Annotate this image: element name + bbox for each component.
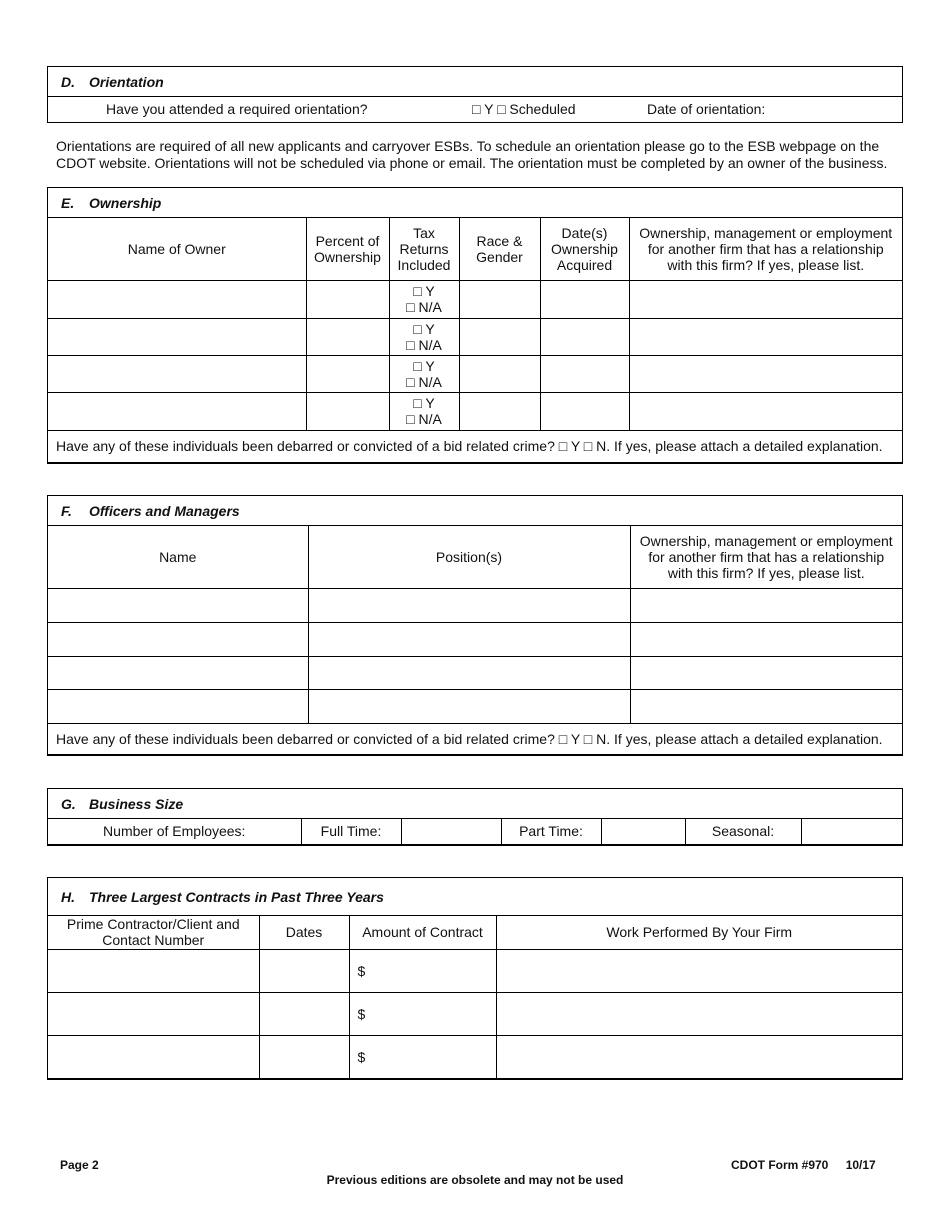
officer-other-firm-cell[interactable] — [630, 656, 902, 689]
contractor-cell[interactable] — [48, 992, 259, 1035]
section-g-header — [48, 789, 902, 819]
date-acquired-cell[interactable] — [540, 355, 629, 392]
header-race-gender: Race & Gender — [459, 218, 540, 280]
table-row — [48, 1035, 902, 1078]
owner-percent-cell[interactable] — [306, 355, 389, 392]
table-row — [48, 656, 902, 689]
debarred-question: Have any of these individuals been debarred or convicted of a bid related crime? □ Y □ N. If yes, please attach a detailed explanation. — [48, 430, 902, 462]
race-gender-cell[interactable] — [459, 318, 540, 355]
header-tax-returns: Tax Returns Included — [389, 218, 459, 280]
other-firm-cell[interactable] — [629, 318, 902, 355]
section-d-header — [48, 67, 902, 97]
table-row — [48, 355, 902, 392]
amount-cell[interactable]: $ — [349, 992, 496, 1035]
amount-cell[interactable]: $ — [349, 1035, 496, 1078]
obsolete-notice: Previous editions are obsolete and may not be used — [326, 1173, 624, 1187]
amount-cell[interactable]: $ — [349, 949, 496, 992]
date-acquired-cell[interactable] — [540, 392, 629, 430]
officer-name-cell[interactable] — [48, 689, 308, 723]
contractor-cell[interactable] — [48, 949, 259, 992]
work-performed-cell[interactable] — [496, 949, 902, 992]
officers-header-row — [48, 526, 902, 588]
header-prime-contractor: Prime Contractor/Client and Contact Number — [48, 916, 259, 949]
tax-returns-cell[interactable] — [389, 280, 459, 318]
seasonal-input[interactable] — [801, 819, 902, 844]
dates-cell[interactable] — [259, 949, 349, 992]
section-officers-managers — [47, 495, 903, 756]
orientation-question: Have you attended a required orientation? — [106, 101, 368, 117]
table-row — [48, 622, 902, 656]
tax-returns-cell[interactable] — [389, 355, 459, 392]
owner-name-cell[interactable] — [48, 280, 306, 318]
owner-name-cell[interactable] — [48, 392, 306, 430]
officers-table — [48, 526, 902, 755]
section-h-header — [48, 878, 902, 916]
officer-position-cell[interactable] — [308, 689, 630, 723]
section-d-letter: D. — [61, 74, 75, 90]
contracts-header-row — [48, 916, 902, 949]
table-row — [48, 819, 902, 844]
tax-y-checkbox[interactable]: □ Y — [413, 357, 435, 374]
debarred-question: Have any of these individuals been debarred or convicted of a bid related crime? □ Y □ N. If yes, please attach a detailed explanation. — [48, 723, 902, 754]
seasonal-label: Seasonal: — [685, 819, 801, 844]
section-ownership — [47, 187, 903, 464]
orientation-row — [48, 97, 902, 122]
header-officer-other-firm: Ownership, management or employment for another firm that has a relationship with this firm? If yes, please list. — [630, 526, 902, 588]
section-h-letter: H. — [61, 889, 75, 905]
orientation-note: Orientations are required of all new applicants and carryover ESBs. To schedule an orientation please go to the ESB webpage on the CDOT website. Orientations will not be scheduled via phone or email. The orientation must be completed by an owner of the business. — [56, 138, 888, 171]
tax-na-checkbox[interactable]: □ N/A — [406, 411, 442, 427]
tax-y-checkbox[interactable]: □ Y — [413, 283, 435, 299]
tax-na-checkbox[interactable]: □ N/A — [406, 373, 442, 390]
header-other-firm: Ownership, management or employment for another firm that has a relationship with this firm? If yes, please list. — [629, 218, 902, 280]
section-orientation — [47, 66, 903, 123]
header-percent-ownership: Percent of Ownership — [306, 218, 389, 280]
table-row — [48, 992, 902, 1035]
officer-name-cell[interactable] — [48, 656, 308, 689]
table-row — [48, 392, 902, 430]
race-gender-cell[interactable] — [459, 280, 540, 318]
contractor-cell[interactable] — [48, 1035, 259, 1078]
section-business-size — [47, 788, 903, 846]
orientation-options-checkbox[interactable]: □ Y □ Scheduled — [472, 101, 576, 117]
orientation-date-label: Date of orientation: — [647, 101, 766, 117]
section-d-title: Orientation — [89, 74, 164, 90]
debarred-row — [48, 723, 902, 754]
section-h-title: Three Largest Contracts in Past Three Years — [89, 889, 384, 905]
header-officer-name: Name — [48, 526, 308, 588]
tax-returns-cell[interactable] — [389, 392, 459, 430]
tax-y-checkbox[interactable]: □ Y — [413, 320, 435, 337]
work-performed-cell[interactable] — [496, 992, 902, 1035]
section-g-title: Business Size — [89, 796, 184, 812]
other-firm-cell[interactable] — [629, 355, 902, 392]
table-row — [48, 318, 902, 355]
table-row — [48, 280, 902, 318]
officer-position-cell[interactable] — [308, 656, 630, 689]
owner-percent-cell[interactable] — [306, 318, 389, 355]
debarred-row — [48, 430, 902, 462]
business-size-table — [48, 819, 902, 845]
section-f-title: Officers and Managers — [89, 503, 240, 519]
date-acquired-cell[interactable] — [540, 318, 629, 355]
date-acquired-cell[interactable] — [540, 280, 629, 318]
work-performed-cell[interactable] — [496, 1035, 902, 1078]
section-e-title: Ownership — [89, 195, 162, 211]
employees-label: Number of Employees: — [48, 819, 301, 844]
header-positions: Position(s) — [308, 526, 630, 588]
officer-name-cell[interactable] — [48, 588, 308, 622]
officer-name-cell[interactable] — [48, 622, 308, 656]
full-time-label: Full Time: — [301, 819, 401, 844]
owner-percent-cell[interactable] — [306, 392, 389, 430]
officer-other-firm-cell[interactable] — [630, 622, 902, 656]
table-row — [48, 689, 902, 723]
section-f-header — [48, 496, 902, 526]
header-name-of-owner: Name of Owner — [48, 218, 306, 280]
header-dates: Dates — [259, 916, 349, 949]
race-gender-cell[interactable] — [459, 392, 540, 430]
header-amount: Amount of Contract — [349, 916, 496, 949]
form-date: 10/17 — [845, 1158, 876, 1172]
ownership-header-row — [48, 218, 902, 280]
owner-name-cell[interactable] — [48, 355, 306, 392]
dates-cell[interactable] — [259, 992, 349, 1035]
owner-name-cell[interactable] — [48, 318, 306, 355]
other-firm-cell[interactable] — [629, 392, 902, 430]
full-time-input[interactable] — [401, 819, 501, 844]
header-date-acquired: Date(s) Ownership Acquired — [540, 218, 629, 280]
page-number: Page 2 — [60, 1158, 99, 1172]
race-gender-cell[interactable] — [459, 355, 540, 392]
form-number — [731, 1158, 876, 1172]
officer-other-firm-cell[interactable] — [630, 689, 902, 723]
header-work-performed: Work Performed By Your Firm — [496, 916, 902, 949]
tax-returns-cell[interactable] — [389, 318, 459, 355]
section-f-letter: F. — [61, 503, 72, 519]
officer-position-cell[interactable] — [308, 588, 630, 622]
tax-na-checkbox[interactable]: □ N/A — [406, 336, 442, 353]
table-row — [48, 588, 902, 622]
dates-cell[interactable] — [259, 1035, 349, 1078]
section-largest-contracts — [47, 877, 903, 1080]
table-row — [48, 949, 902, 992]
tax-y-checkbox[interactable]: □ Y — [413, 395, 435, 411]
officer-other-firm-cell[interactable] — [630, 588, 902, 622]
other-firm-cell[interactable] — [629, 280, 902, 318]
section-e-header — [48, 188, 902, 218]
ownership-table — [48, 218, 902, 463]
owner-percent-cell[interactable] — [306, 280, 389, 318]
form-id: CDOT Form #970 — [731, 1158, 829, 1172]
officer-position-cell[interactable] — [308, 622, 630, 656]
part-time-input[interactable] — [601, 819, 685, 844]
section-e-letter: E. — [61, 195, 75, 211]
part-time-label: Part Time: — [501, 819, 601, 844]
contracts-table — [48, 916, 902, 1079]
section-g-letter: G. — [61, 796, 76, 812]
tax-na-checkbox[interactable]: □ N/A — [406, 299, 442, 315]
